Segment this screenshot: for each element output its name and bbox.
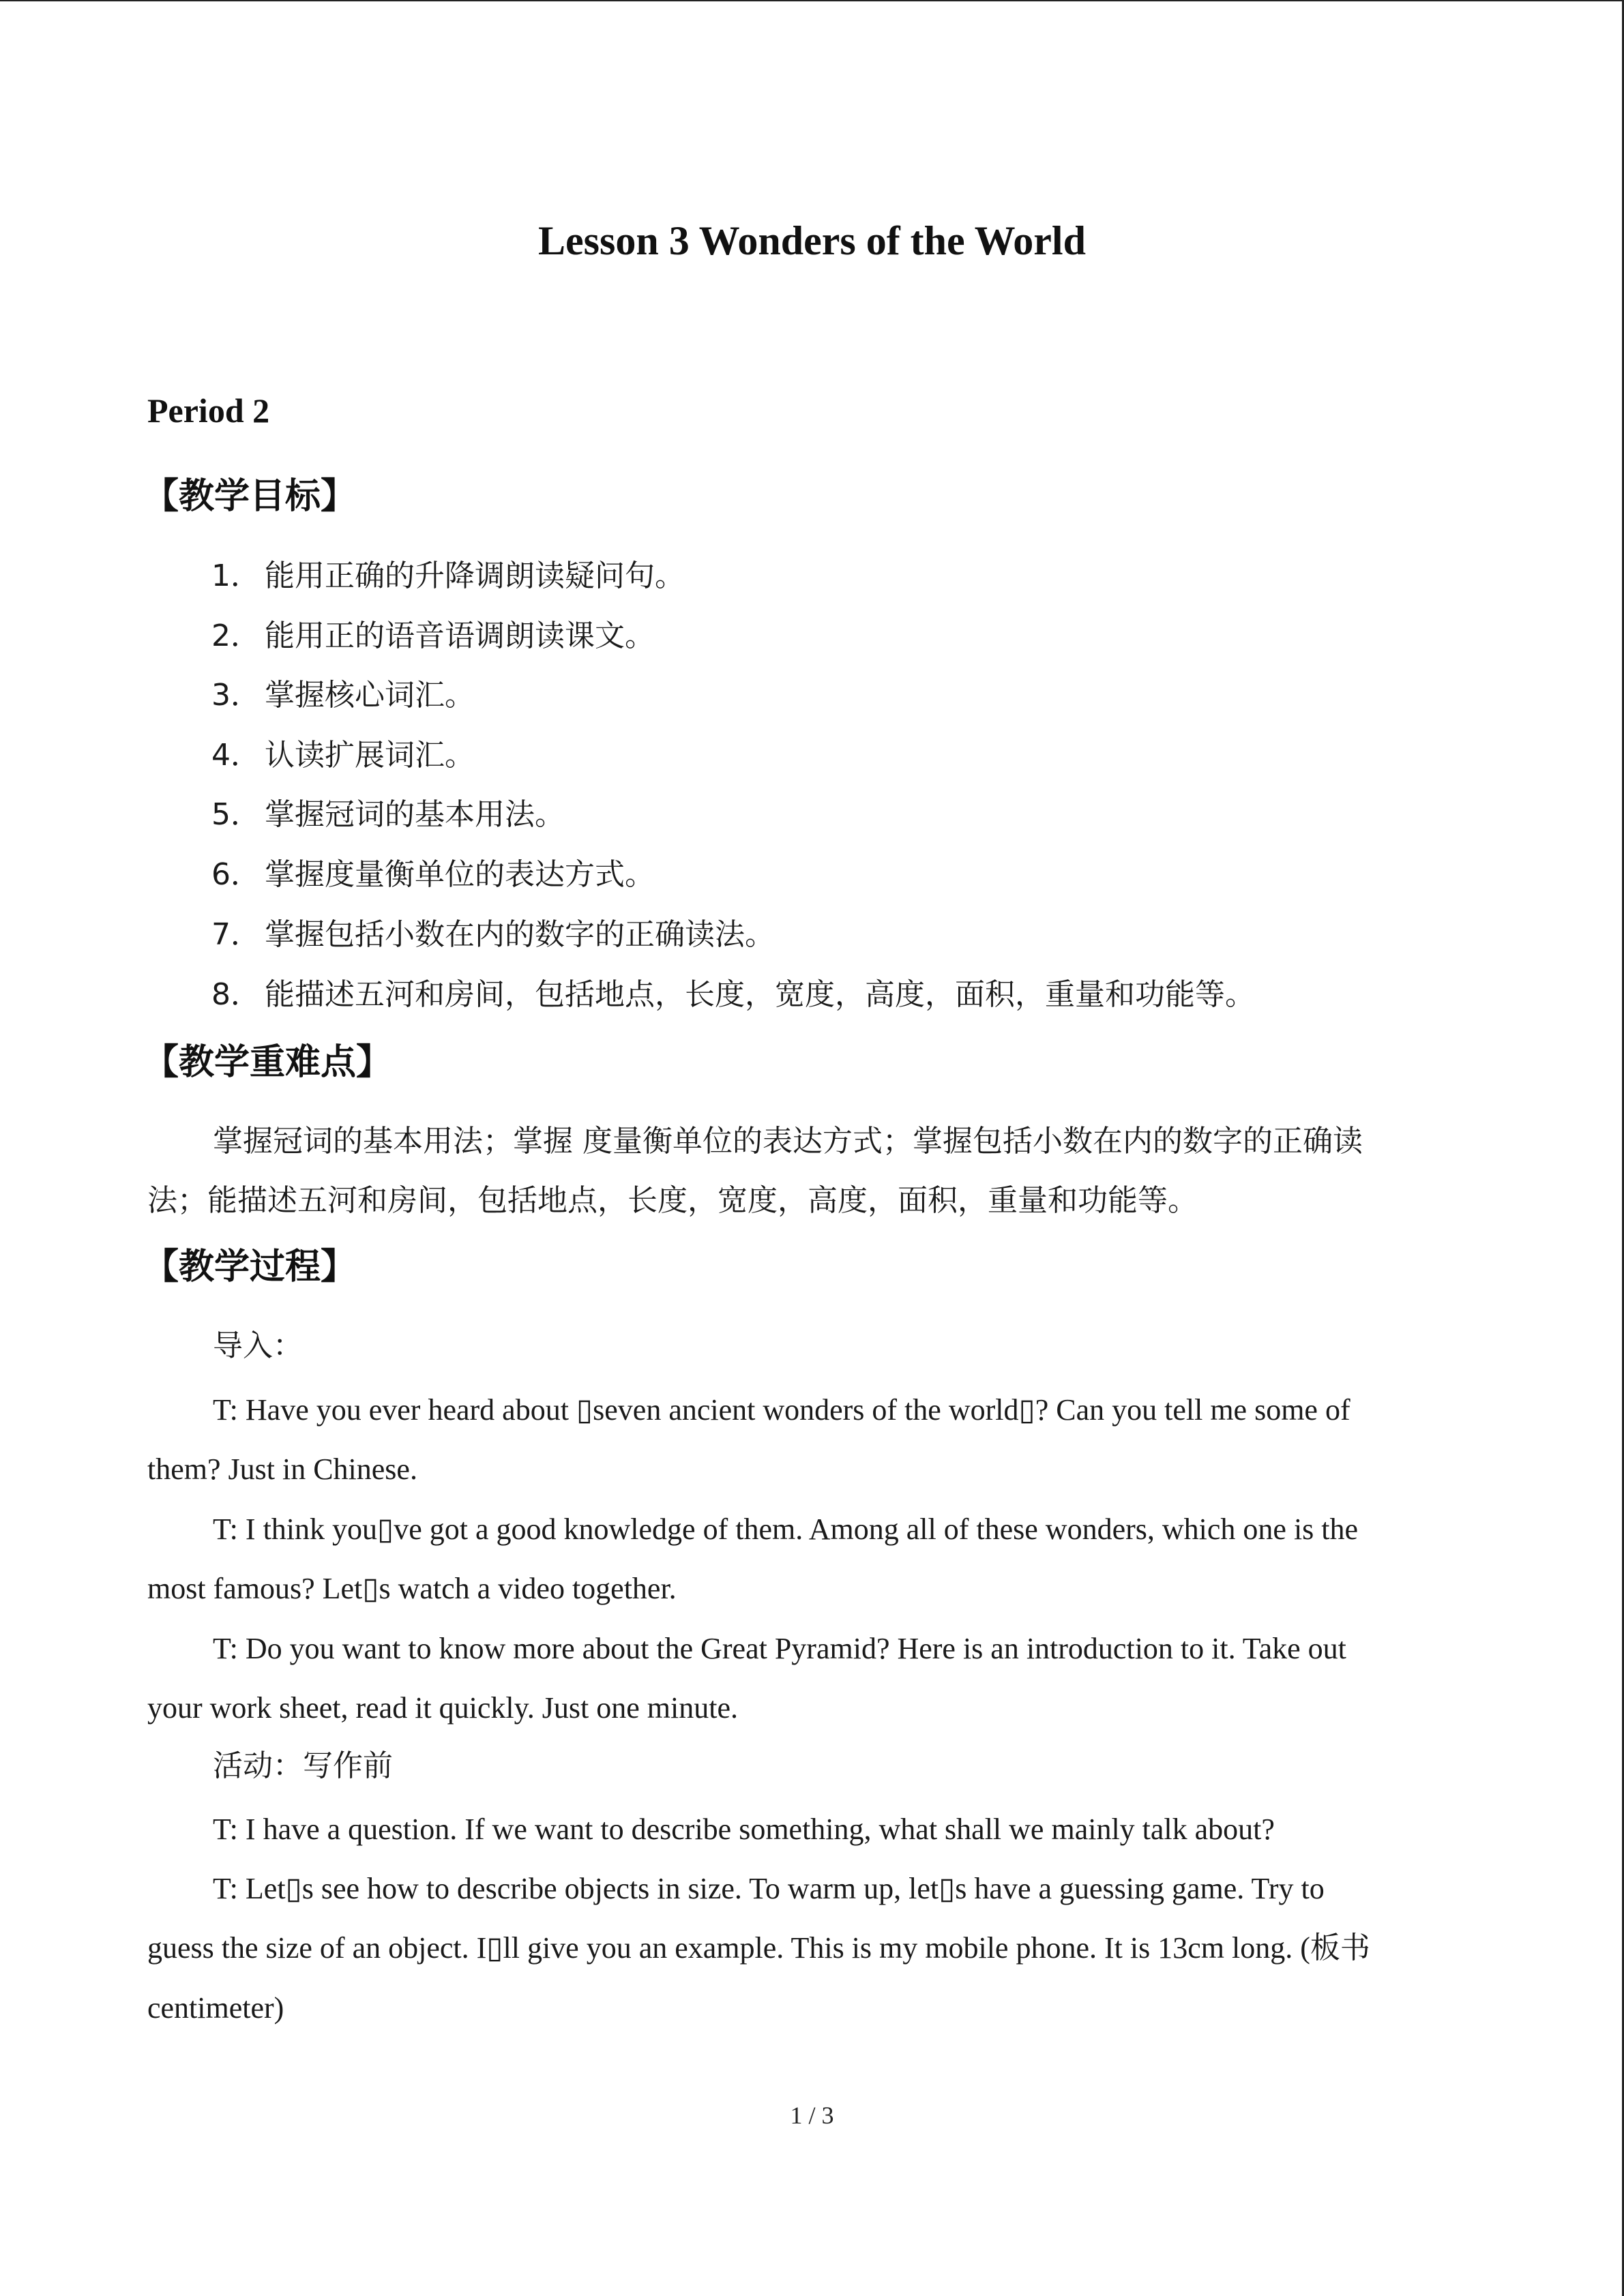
intro-label: 导入：: [213, 1328, 303, 1363]
dialogue-line: T: Let▯s see how to describe objects in size. To warm up, let▯s have a guessing game. Try to: [213, 1872, 1325, 1905]
dialogue-line: guess the size of an object. I▯ll give you an example. This is my mobile phone. It is 13cm long. (板书: [147, 1930, 1370, 1965]
period-label: Period 2: [147, 391, 270, 430]
objective-item: 4． 认读扩展词汇。: [211, 738, 475, 773]
page-top-border: [0, 0, 1624, 1]
dialogue-line: T: I have a question. If we want to describe something, what shall we mainly talk about?: [213, 1813, 1275, 1846]
dialogue-line: them? Just in Chinese.: [147, 1452, 417, 1486]
objective-item: 8． 能描述五河和房间，包括地点，长度，宽度，高度，面积，重量和功能等。: [211, 977, 1255, 1012]
dialogue-line: T: Have you ever heard about ▯seven ancient wonders of the world▯? Can you tell me some of: [213, 1393, 1350, 1427]
document-title: Lesson 3 Wonders of the World: [538, 218, 1086, 263]
objectives-heading: 【教学目标】: [143, 476, 357, 517]
objective-item: 3． 掌握核心词汇。: [211, 678, 475, 713]
objective-item: 6． 掌握度量衡单位的表达方式。: [211, 857, 655, 892]
objective-item: 2． 能用正的语音语调朗读课文。: [211, 618, 655, 653]
dialogue-line: most famous? Let▯s watch a video together.: [147, 1572, 677, 1605]
dialogue-line: centimeter): [147, 1991, 284, 2025]
dialogue-line: your work sheet, read it quickly. Just one minute.: [147, 1691, 738, 1725]
activity-label: 活动：写作前: [213, 1748, 393, 1783]
key-points-heading: 【教学重难点】: [143, 1042, 392, 1083]
key-points-text-line: 法；能描述五河和房间，包括地点，长度，宽度，高度，面积，重量和功能等。: [147, 1183, 1198, 1218]
objective-item: 5． 掌握冠词的基本用法。: [211, 797, 565, 832]
objective-item: 1． 能用正确的升降调朗读疑问句。: [211, 558, 685, 593]
dialogue-line: T: Do you want to know more about the Great Pyramid? Here is an introduction to it. Take out: [213, 1632, 1346, 1665]
dialogue-line: T: I think you▯ve got a good knowledge of them. Among all of these wonders, which one is the: [213, 1512, 1359, 1546]
key-points-text-line: 掌握冠词的基本用法；掌握 度量衡单位的表达方式；掌握包括小数在内的数字的正确读: [213, 1124, 1363, 1159]
objective-item: 7． 掌握包括小数在内的数字的正确读法。: [211, 917, 775, 952]
process-heading: 【教学过程】: [143, 1247, 357, 1287]
page-number: 1 / 3: [790, 2102, 834, 2129]
